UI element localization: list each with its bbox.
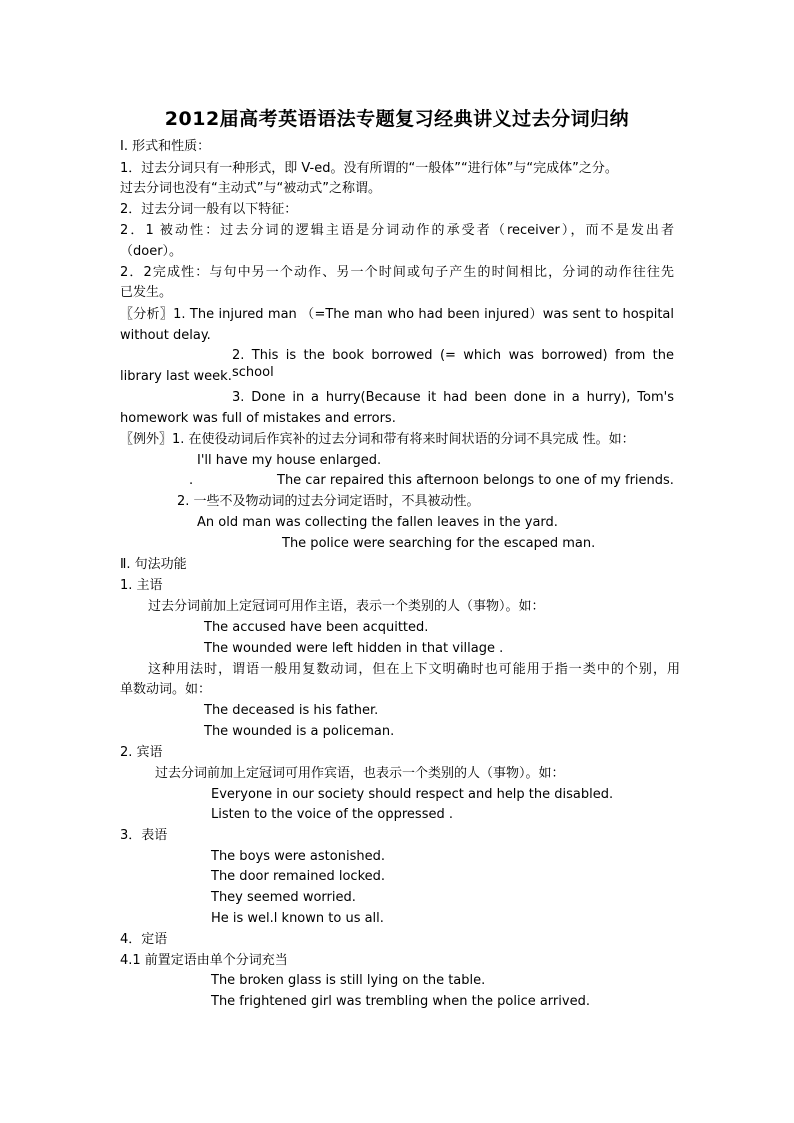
subheading: 3．表语 [120, 828, 168, 843]
example-line: Listen to the voice of the oppressed . [211, 807, 453, 822]
text-line: . [189, 473, 194, 488]
example-line: Everyone in our society should respect and help the disabled. [211, 787, 614, 802]
text-line: 单数动词。如： [120, 682, 212, 697]
text-line: 〖分析〗1. The injured man （=The man who had been injured）was sent to hospital [120, 307, 674, 322]
text-line: without delay. [120, 328, 211, 343]
subheading: 1. 主语 [120, 578, 163, 593]
heading-2: Ⅱ. 句法功能 [120, 557, 187, 572]
example-line: He is wel.l known to us all. [211, 911, 384, 926]
text-line: 已发生。 [120, 285, 173, 300]
text-line: 2．2完成性：与句中另一个动作、另一个时间或句子产生的时间相比，分词的动作往往先 [120, 265, 674, 280]
text-line: homework was full of mistakes and errors. [120, 411, 396, 426]
example-line: The wounded were left hidden in that village . [204, 641, 504, 656]
example-line: The police were searching for the escaped man. [282, 536, 596, 551]
text-line: 2. 一些不及物动词的过去分词定语时，不具被动性。 [177, 494, 480, 509]
example-line: The wounded is a policeman. [204, 724, 395, 739]
example-line: The broken glass is still lying on the table. [211, 973, 486, 988]
example-line: The car repaired this afternoon belongs to one of my friends. [277, 473, 674, 488]
heading-1: Ⅰ. 形式和性质： [120, 139, 211, 154]
example-line: The door remained locked. [211, 869, 386, 884]
text-line: 过去分词前加上定冠词可用作宾语，也表示一个类别的人（事物）。如： [155, 766, 565, 781]
example-line: The boys were astonished. [211, 849, 385, 864]
text-line: 过去分词也没有“主动式”与“被动式”之称谓。 [120, 181, 381, 196]
text-line: 过去分词前加上定冠词可用作主语，表示一个类别的人（事物）。如： [148, 599, 545, 614]
text-line: 2. This is the book borrowed (= which was borrowed) from the school [232, 348, 674, 380]
example-line: The frightened girl was trembling when the police arrived. [211, 994, 590, 1009]
text-line: 3. Done in a hurry(Because it had been done in a hurry), Tom's [232, 390, 674, 405]
text-line: 2．1 被动性：过去分词的逻辑主语是分词动作的承受者（receiver），而不是发出者 [120, 223, 674, 238]
example-line: The deceased is his father. [204, 703, 379, 718]
text-line: 4.1 前置定语由单个分词充当 [120, 953, 288, 968]
text-line: 1．过去分词只有一种形式，即 V-ed。没有所谓的“一般体”“进行体”与“完成体”之分。 [120, 161, 618, 176]
text-line: 2．过去分词一般有以下特征： [120, 202, 298, 217]
text-line: 这种用法时，谓语一般用复数动词，但在上下文明确时也可能用于指一类中的个别，用 [148, 662, 680, 677]
example-line: They seemed worried. [211, 890, 356, 905]
subheading: 2. 宾语 [120, 745, 163, 760]
example-line: The accused have been acquitted. [204, 620, 429, 635]
text-line: （doer）。 [120, 244, 183, 259]
example-line: An old man was collecting the fallen leaves in the yard. [197, 515, 558, 530]
document-title: 2012届高考英语语法专题复习经典讲义过去分词归纳 [164, 108, 630, 130]
text-line: library last week. [120, 369, 232, 384]
subheading: 4．定语 [120, 932, 168, 947]
example-line: I'll have my house enlarged. [197, 453, 382, 468]
text-line: 〖例外〗1. 在使役动词后作宾补的过去分词和带有将来时间状语的分词不具完成 性。如： [120, 432, 635, 447]
